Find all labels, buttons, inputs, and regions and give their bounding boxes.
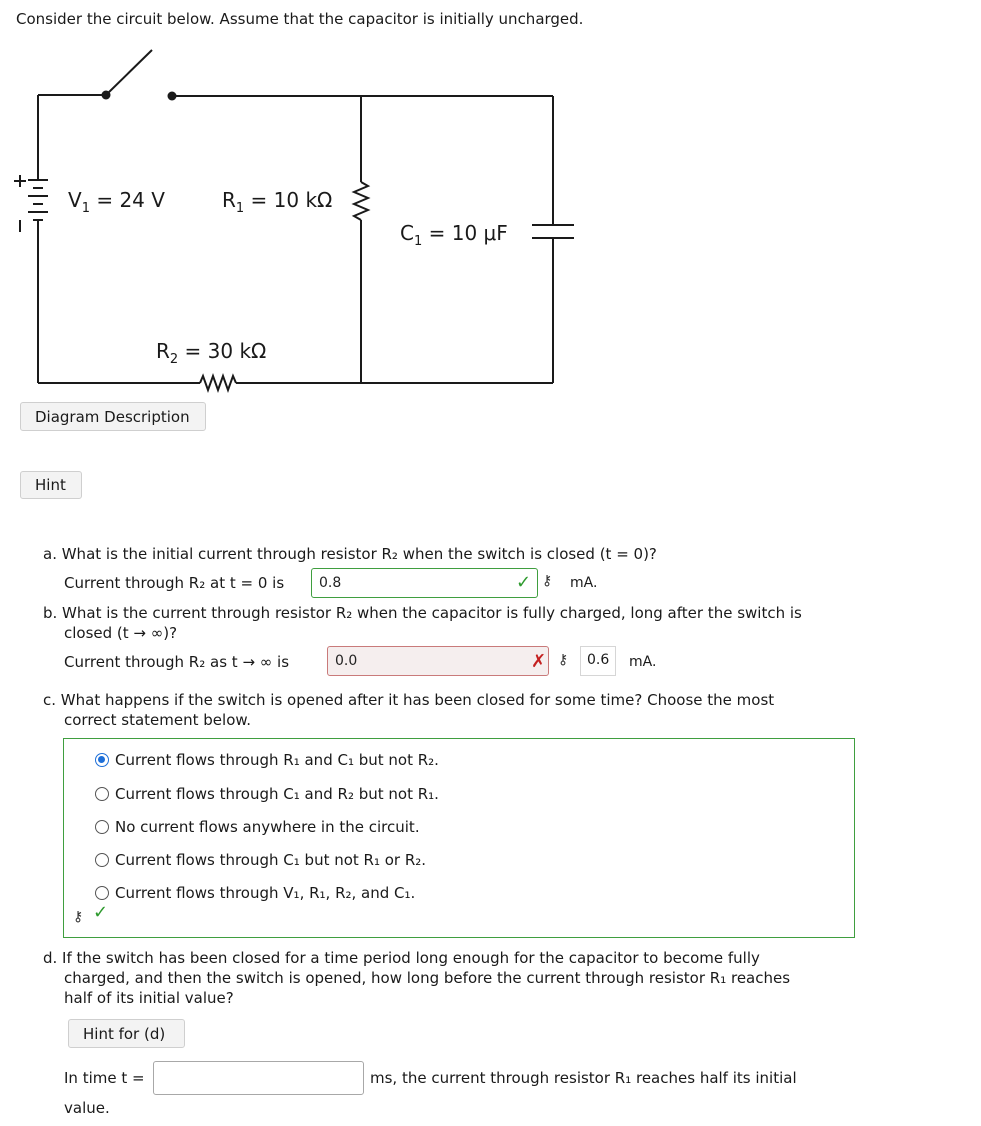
- radio-option-5[interactable]: [95, 886, 109, 900]
- option-3[interactable]: [95, 816, 420, 838]
- part-a-answer-input[interactable]: [311, 568, 538, 598]
- hint-d-button[interactable]: Hint for (d): [68, 1019, 185, 1048]
- r1-label: $R_1 = 10$ kΩ: [222, 188, 333, 216]
- resistor-r1-symbol: [354, 182, 368, 220]
- switch-terminal-right: [168, 92, 177, 101]
- option-1[interactable]: [95, 749, 439, 771]
- part-b-answer-input[interactable]: [327, 646, 549, 676]
- circuit-diagram: [0, 40, 600, 400]
- option-5[interactable]: [95, 882, 415, 904]
- correct-icon: ✓: [93, 902, 109, 923]
- key-icon[interactable]: ⚷: [542, 573, 553, 589]
- part-a-question: a. What is the initial current through resistor R₂ when the switch is closed (t = 0)?: [43, 545, 657, 563]
- hint-button[interactable]: Hint: [20, 471, 82, 499]
- key-icon[interactable]: ⚷: [558, 652, 569, 668]
- incorrect-icon: ✗: [531, 651, 547, 672]
- part-b-question-line1: b. What is the current through resistor R₂ when the capacitor is fully charged, long after the switch is: [43, 604, 802, 622]
- part-d-suffix-line2: value.: [64, 1099, 110, 1117]
- key-icon[interactable]: ⚷: [73, 909, 84, 925]
- switch-blade: [106, 50, 152, 95]
- option-3-label: No current flows anywhere in the circuit.: [115, 818, 420, 836]
- part-c-question-line1: c. What happens if the switch is opened after it has been closed for some time? Choose the most: [43, 691, 775, 709]
- part-d-suffix-line1: ms, the current through resistor R₁ reaches half its initial: [370, 1069, 797, 1087]
- plus-sign: [14, 175, 26, 187]
- part-b-correct-answer: 0.6: [580, 646, 616, 676]
- radio-option-4[interactable]: [95, 853, 109, 867]
- v1-label: $V_1 = 24$ V: [68, 188, 165, 216]
- switch-terminal-left: [102, 91, 111, 100]
- option-2-label: Current flows through C₁ and R₂ but not R₁.: [115, 785, 439, 803]
- part-a-prompt: Current through R₂ at t = 0 is: [64, 574, 285, 592]
- part-d-question-line2: charged, and then the switch is opened, how long before the current through resistor R₁ reaches: [64, 969, 791, 987]
- r2-label: $R_2 = 30$ kΩ: [156, 339, 267, 367]
- part-b-question-line2: closed (t → ∞)?: [64, 624, 178, 642]
- battery-v1-symbol: [28, 180, 48, 220]
- intro-text: Consider the circuit below. Assume that the capacitor is initially uncharged.: [16, 10, 584, 28]
- correct-icon: ✓: [516, 572, 532, 593]
- resistor-r2-symbol: [200, 376, 236, 390]
- option-4[interactable]: [95, 849, 426, 871]
- part-a-unit: mA.: [570, 575, 598, 591]
- option-1-label: Current flows through R₁ and C₁ but not R₂.: [115, 751, 439, 769]
- radio-option-3[interactable]: [95, 820, 109, 834]
- part-d-question-line3: half of its initial value?: [64, 989, 234, 1007]
- option-2[interactable]: [95, 783, 439, 805]
- capacitor-c1-symbol: [532, 225, 574, 238]
- option-5-label: Current flows through V₁, R₁, R₂, and C₁.: [115, 884, 416, 902]
- option-4-label: Current flows through C₁ but not R₁ or R₂.: [115, 851, 427, 869]
- diagram-description-button[interactable]: Diagram Description: [20, 402, 206, 431]
- part-b-prompt: Current through R₂ as t → ∞ is: [64, 653, 290, 671]
- part-d-prompt: In time t =: [64, 1069, 145, 1087]
- part-c-question-line2: correct statement below.: [64, 711, 252, 729]
- part-d-answer-input[interactable]: [153, 1061, 364, 1095]
- c1-label: $C_1 = 10$ μF: [400, 221, 508, 249]
- part-d-question-line1: d. If the switch has been closed for a time period long enough for the capacitor to become fully: [43, 949, 760, 967]
- radio-option-2[interactable]: [95, 787, 109, 801]
- radio-option-1[interactable]: [95, 753, 109, 767]
- part-b-unit: mA.: [629, 654, 657, 670]
